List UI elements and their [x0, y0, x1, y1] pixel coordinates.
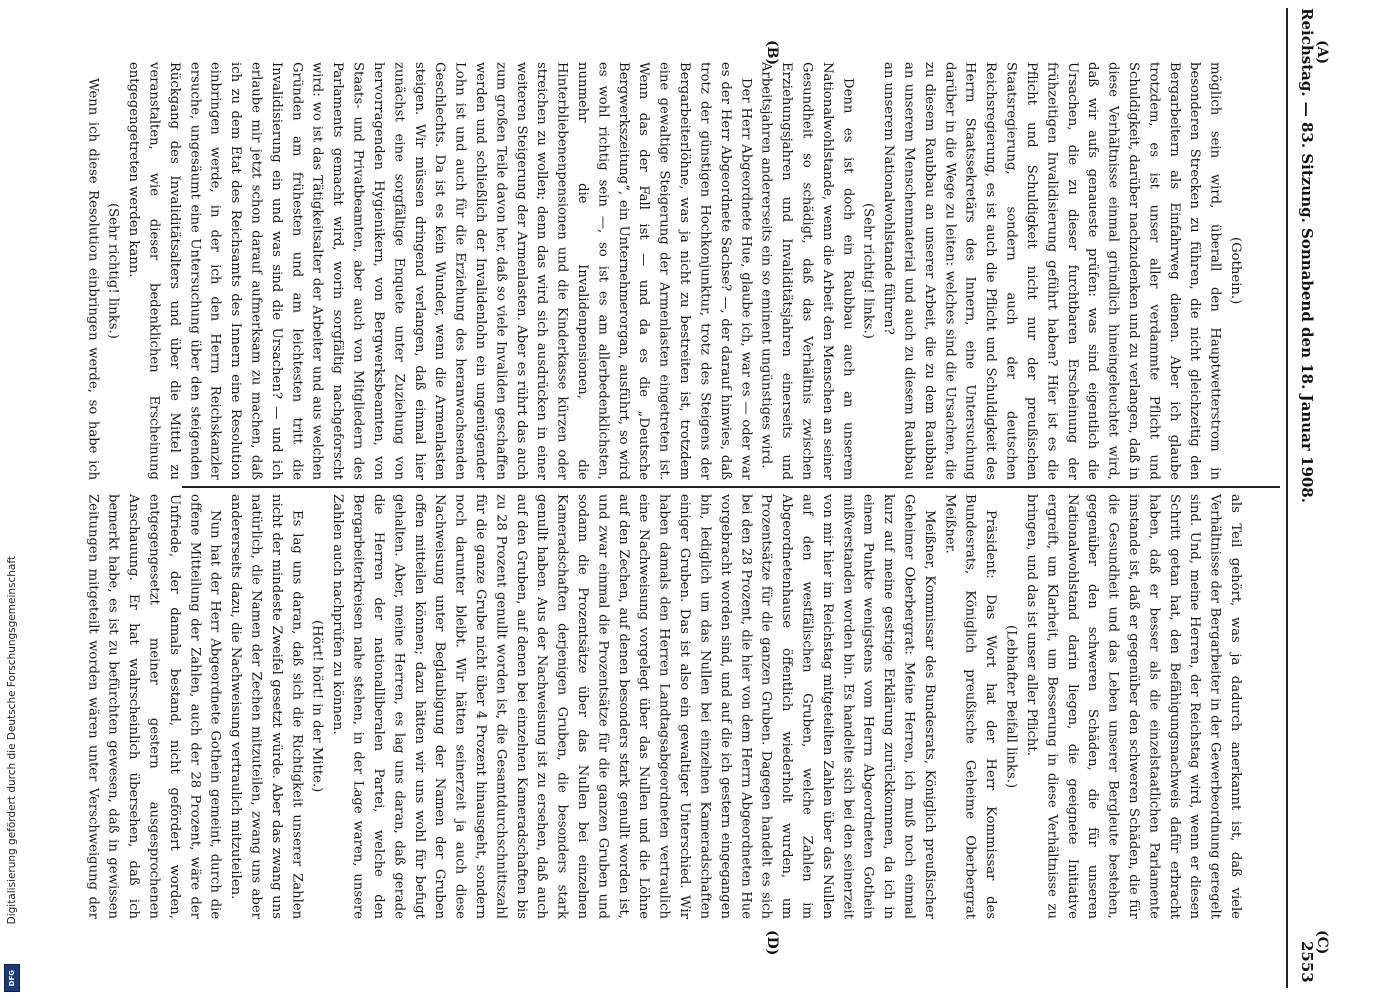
- paragraph: Nun hat der Herr Abgeordnete Gothein gemeint, durch die offene Mitteilung der Zahlen, auch der 28 Prozent, wäre der Unfriede, der damals bestand, nicht gefördert worden, entgegengesetzt meiner gestern ausgesprochenen Anschauung. Er hat wahrscheinlich übersehen, daß ich bemerkt habe, es ist zu befürchten gewesen, daß in gewissen Zeitungen mitgeteilt worden wären unter Verschweigung der: [85, 494, 223, 919]
- paragraph: Denn es ist doch ein Raubbau auch an unserem Nationalwohlstande, wenn die Arbeit den Menschen an seiner Gesundheit so schädigt, daß das Verhältnis zwischen Erziehungsjahren und Invaliditätsjahren einerseits und Arbeitsjahren andererseits ein so eminent ungünstiges wird.: [758, 62, 856, 480]
- reaction: (Sehr richtig! links.): [860, 203, 876, 339]
- newspaper-page: [80, 0, 1340, 1000]
- credit-strip: [0, 0, 24, 1000]
- paragraph: als Teil gehört, was ja dadurch anerkannt ist, daß viele Verhältnisse der Bergarbeiter in der Gewerbeordnung geregelt sind. Und, meine Herren, der Reichstag wird, wenn er diesen Schritt getan hat, den Befähigungsnachweis dafür erbracht haben, daß er besser als die einzelstaatlichen Parlamente imstande ist, daß er gegenüber den schweren Schäden, die für die Gesundheit und das Leben unserer Bergleute bestehen, gegenüber den schweren Schäden, die für unseren Nationalwohlstand darin liegen, die geeignete Initiative ergreift, um Klarheit, um Besserung in diese Verhältnisse zu bringen, und das ist unser aller Pflicht.: [1023, 494, 1243, 919]
- margin-letter-b: (B): [764, 40, 780, 66]
- reaction: (Lebhafter Beifall links.): [1003, 624, 1019, 789]
- paragraph: Präsident: Das Wort hat der Herr Kommissar des Bundesrats, Königlich preußische Geheime Oberbergrat Meißner.: [942, 494, 999, 919]
- dfg-logo: DFG: [4, 964, 20, 992]
- digitization-credit: Digitalisierung gefördert durch die Deutsche Forschungsgemeinschaft: [6, 555, 18, 924]
- page-number: 2553: [1298, 941, 1316, 983]
- paragraph: Der Herr Abgeordnete Hue, glaube ich, war es — oder war es der Herr Abgeordnete Sachse? —, der darauf hinwies, daß trotz der günstigen Hochkonjunktur, trotz des Steigens der Bergarbeiterlöhne, was ja nicht zu bestreiten ist, trotzdem eine gewaltige Steigerung der Armenlasten eingetreten ist. Wenn das der Fall ist — und da es die „Deutsche Bergwerkszeitung“, ein Unternehmerorgan, ausführt, so wird es wohl richtig sein —, so ist es am allerbedenklichsten, nunmehr die Invalidenpensionen, die Hinterbliebenenpensionen und die Kinderkasse kürzen oder streichen zu wollen; denn das wird sich ausdrücken in einer weiteren Steigerung der Armenlasten. Aber es rührt das auch zum großen Teile davon her, daß so viele Invaliden geschaffen werden und schließlich der Invalidenlohn ein ungenügender Lohn ist und auch für die Erziehung des heranwachsenden Geschlechts. Da ist es kein Wunder, wenn die Armenlasten steigen. Wir müssen dringend verlangen, daß einmal hier zunächst eine sorgfältige Enquete unter Zuziehung von hervorragenden Hygienikern, von Bergwerksbeamten, von Staats- und Privatbeamten, aber auch von Mitgliedern des Parlaments gemacht wird, worin sorgfältig nachgeforscht wird: wo ist das Tätigkeitsalter der Arbeiter und aus welchen Gründen am frühesten und am leichtesten tritt die Invalidisierung ein und was sind die Ursachen? — und ich erlaube mir jetzt schon darauf aufmerksam zu machen, daß ich zu dem Etat des Reichsamts des Innern eine Resolution einbringen werde, in der ich den Herrn Reichskanzler ersuche, ungesäumt eine Untersuchung über den steigenden Rückgang des Invaliditätsalters und über die Mittel zu veranstalten, wie dieser bedenklichen Erscheinung entgegengetreten werden kann.: [126, 62, 754, 480]
- column-divider: [182, 486, 1280, 488]
- paragraph: Wenn ich diese Resolution einbringen werde, so habe ich: [85, 77, 101, 480]
- header-title: Reichstag. — 83. Sitzung. Sonnabend den 18. Januar 1908.: [1298, 8, 1316, 503]
- text-column-right: [80, 494, 1245, 919]
- text-column-left: [80, 62, 1245, 480]
- margin-letter-d: (D): [764, 930, 780, 956]
- paragraph: Meißner, Kommissar des Bundesrats, Königlich preußischer Geheimer Oberbergrat: Meine Herren, ich muß noch einmal kurz auf meine gestrige Erklärung zurückkommen, da ich in einem Punkte wenigstens vom Herrn Abgeordneten Gothein mißverstanden worden bin. Es handelte sich bei den seinerzeit von mir hier im Reichstag mitgeteilten Zahlen über das Nullen auf den westfälischen Gruben, welche Zahlen im Abgeordnetenhause öffentlich wiederholt wurden, um Prozentsätze für die ganzen Gruben. Dagegen handelt es sich bei den 28 Prozent, die hier von dem Herrn Abgeordneten Hue vorgebracht worden sind, und auf die ich gestern eingegangen bin, lediglich um das Nullen bei einzelnen Kameradschaften einiger Gruben. Das ist also ein gewaltiger Unterschied. Wir haben damals den Herren Landtagsabgeordneten vertraulich eine Nachweisung vorgelegt über das Nullen und die Löhne auf den Zechen, auf denen besonders stark genullt worden ist, und zwar einmal die Prozentsätze für die ganzen Gruben und sodann die Prozentsätze über das Nullen bei einzelnen Kameradschaften derjenigen Gruben, die besonders stark genullt haben. Aus der Nachweisung ist zu ersehen, daß auch auf den Gruben, auf denen bei einzelnen Kameradschaften bis zu 28 Prozent genullt worden ist, die Gesamtdurchschnittszahl für die ganze Grube nicht über 4 Prozent hinausgeht, sondern noch darunter bleibt. Wir hätten seinerzeit ja auch diese Nachweisung unter Beglaubigung der Namen der Gruben offen mitteilen können; dazu hätten wir uns wohl für befugt gehalten. Aber, meine Herren, es lag uns daran, daß gerade die Herren der nationalliberalen Partei, welche den Bergarbeiterkreisen nahe stehen, in der Lage waren, unsere Zahlen auch nachprüfen zu können.: [330, 494, 937, 919]
- margin-letter-c: (C): [1314, 930, 1330, 955]
- header-rule: [1286, 8, 1288, 988]
- running-header: [1294, 8, 1320, 983]
- margin-letter-a: (A): [1314, 40, 1330, 65]
- paragraph: Es lag uns daran, daß sich die Richtigkeit unserer Zahlen nicht der mindeste Zweifel gesetzt würde. Aber das zwang uns natürlich, die Namen der Zechen mitzuteilen, zwang uns aber andererseits dazu, die Nachweisung vertraulich mitzuteilen.: [228, 494, 305, 919]
- speaker-name: (Gothein.): [1228, 237, 1243, 305]
- paragraph: möglich sein wird, überall den Hauptwetterstrom in besonderen Strecken zu führen, die nicht gleichzeitig den Bergarbeitern als Einfahrweg dienen. Aber ich glaube trotzdem, es ist unser aller verdammte Pflicht und Schuldigkeit, darüber nachzudenken und zu verlangen, daß in diese Verhältnisse einmal gründlich hineingeleuchtet wird, daß wir aufs genaueste prüfen: was sind eigentlich die Ursachen, die zu dieser furchtbaren Erscheinung der frühzeitigen Invalidisierung geführt haben? Hier ist es die Pflicht und Schuldigkeit nicht nur der preußischen Staatsregierung, sondern auch der deutschen Reichsregierung, es ist auch die Pflicht und Schuldigkeit des Herrn Staatssekretärs des Innern, eine Untersuchung darüber in die Wege zu leiten: welches sind die Ursachen, die zu diesem Raubbau an unserer Arbeit, die zu dem Raubbau an unserem Menschenmaterial und auch zu diesem Raubbau an unserem Nationalwohlstande führen?: [881, 62, 1223, 480]
- reaction: (Hört! hört! in der Mitte.): [309, 620, 325, 793]
- reaction: (Sehr richtig! links.): [105, 203, 121, 339]
